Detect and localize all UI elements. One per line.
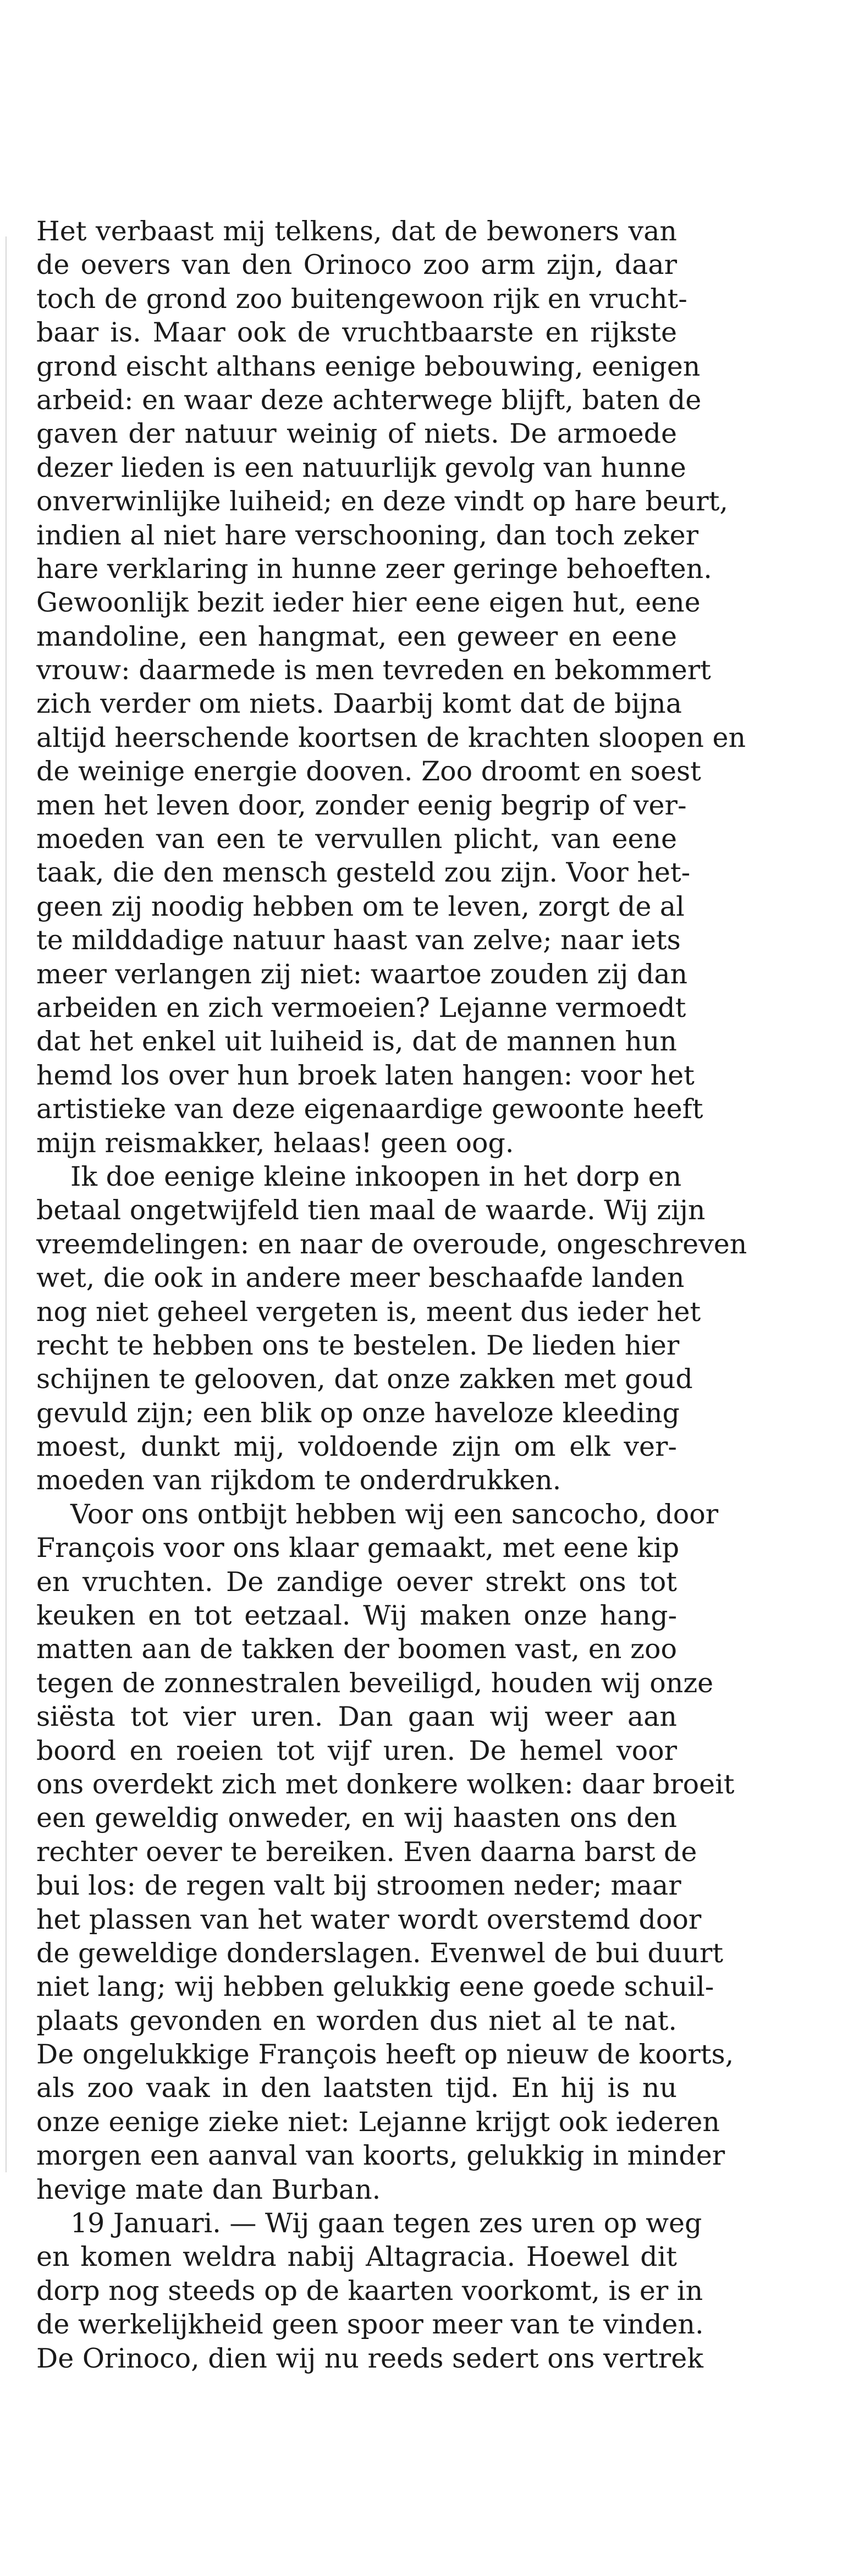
text-line: recht te hebben ons te bestelen. De lieden hier [36, 1329, 680, 1361]
text-line: geen zij noodig hebben om te leven, zorgt de al [36, 890, 685, 922]
text-line: moest, dunkt mij, voldoende zijn om elk ver- [36, 1431, 677, 1463]
text-line: de oevers van den Orinoco zoo arm zijn, daar [36, 249, 677, 281]
text-line: grond eischt althans eenige bebouwing, eenigen [36, 350, 701, 382]
text-line: tegen de zonnestralen beveiligd, houden wij onze [36, 1667, 714, 1699]
text-line: de weinige energie dooven. Zoo droomt en soest [36, 756, 701, 788]
text-line: onverwinlijke luiheid; en deze vindt op hare beurt, [36, 486, 728, 518]
text-line: betaal ongetwijfeld tien maal de waarde. Wij zijn [36, 1195, 706, 1226]
text-line: matten aan de takken der boomen vast, en zoo [36, 1633, 677, 1665]
text-line: boord en roeien tot vijf uren. De hemel voor [36, 1735, 677, 1766]
text-line: moeden van een te vervullen plicht, van eene [36, 823, 677, 855]
text-line: Ik doe eenige kleine inkoopen in het dorp en [70, 1160, 682, 1192]
text-line: bui los: de regen valt bij stroomen neder; maar [36, 1870, 681, 1902]
text-line: altijd heerschende koortsen de krachten sloopen en [36, 722, 746, 753]
text-line: ons overdekt zich met donkere wolken: daar broeit [36, 1768, 735, 1800]
text-line: onze eenige zieke niet: Lejanne krijgt ook iederen [36, 2106, 720, 2138]
text-line: men het leven door, zonder eenig begrip of ver- [36, 789, 687, 821]
text-line: vrouw: daarmede is men tevreden en bekommert [36, 654, 711, 686]
text-line: gevuld zijn; een blik op onze haveloze kleeding [36, 1397, 680, 1429]
text-line: een geweldig onweder, en wij haasten ons den [36, 1802, 677, 1834]
text-line: Voor ons ontbijt hebben wij een sancocho, door [70, 1498, 719, 1530]
text-line: mijn reismakker, helaas! geen oog. [36, 1127, 514, 1159]
text-line: zich verder om niets. Daarbij komt dat de bijna [36, 688, 682, 720]
text-line: en komen weldra nabij Altagracia. Hoewel dit [36, 2241, 677, 2273]
paragraph [36, 2206, 704, 2375]
text-line: vreemdelingen: en naar de overoude, ongeschreven [36, 1228, 747, 1260]
text-line: 19 Januari. — Wij gaan tegen zes uren op weg [70, 2208, 702, 2239]
text-line: de geweldige donderslagen. Evenwel de bui duurt [36, 1937, 724, 1969]
text-line: indien al niet hare verschooning, dan toch zeker [36, 519, 699, 551]
text-line: François voor ons klaar gemaakt, met eene kip [36, 1532, 680, 1564]
text-line: baar is. Maar ook de vruchtbaarste en rijkste [36, 317, 677, 349]
text-line: toch de grond zoo buitengewoon rijk en vrucht- [36, 283, 687, 315]
text-line: nog niet geheel vergeten is, meent dus ieder het [36, 1296, 701, 1328]
text-line: te milddadige natuur haast van zelve; naar iets [36, 924, 681, 956]
text-line: dat het enkel uit luiheid is, dat de mannen hun [36, 1026, 677, 1058]
text-line: moeden van rijkdom te onderdrukken. [36, 1465, 561, 1496]
text-line: meer verlangen zij niet: waartoe zouden zij dan [36, 958, 688, 990]
text-line: De ongelukkige François heeft op nieuw de koorts, [36, 2039, 734, 2071]
paragraph [36, 1160, 747, 1498]
text-line: en vruchten. De zandige oever strekt ons tot [36, 1566, 677, 1598]
text-line: arbeiden en zich vermoeien? Lejanne vermoedt [36, 992, 686, 1023]
text-line: rechter oever te bereiken. Even daarna barst de [36, 1836, 697, 1868]
text-line: siësta tot vier uren. Dan gaan wij weer aan [36, 1701, 677, 1733]
text-line: hare verklaring in hunne zeer geringe behoeften. [36, 553, 712, 585]
text-line: schijnen te gelooven, dat onze zakken met goud [36, 1363, 693, 1395]
text-line: keuken en tot eetzaal. Wij maken onze hang- [36, 1600, 677, 1632]
text-line: De Orinoco, dien wij nu reeds sedert ons vertrek [36, 2342, 703, 2374]
text-line: taak, die den mensch gesteld zou zijn. Voor het- [36, 857, 691, 889]
text-line: dezer lieden is een natuurlijk gevolg van hunne [36, 452, 686, 483]
text-line: hemd los over hun broek laten hangen: voor het [36, 1059, 695, 1091]
text-line: mandoline, een hangmat, een geweer en eene [36, 620, 677, 652]
text-line: plaats gevonden en worden dus niet al te nat. [36, 2005, 677, 2036]
text-line: wet, die ook in andere meer beschaafde landen [36, 1262, 685, 1294]
text-line: Het verbaast mij telkens, dat de bewoners van [36, 216, 677, 247]
text-line: niet lang; wij hebben gelukkig eene goede schuil- [36, 1971, 714, 2003]
body-text [36, 214, 747, 2375]
text-line: gaven der natuur weinig of niets. De armoede [36, 418, 677, 450]
text-line: artistieke van deze eigenaardige gewoonte heeft [36, 1093, 703, 1125]
text-line: morgen een aanval van koorts, gelukkig in minder [36, 2140, 725, 2172]
page-margin-line [5, 236, 7, 2172]
paragraph [36, 1498, 735, 2206]
paragraph [36, 214, 746, 1160]
text-line: als zoo vaak in den laatsten tijd. En hij is nu [36, 2072, 677, 2104]
text-line: de werkelijkheid geen spoor meer van te vinden. [36, 2309, 704, 2341]
text-line: dorp nog steeds op de kaarten voorkomt, is er in [36, 2275, 703, 2307]
text-line: hevige mate dan Burban. [36, 2173, 381, 2205]
text-line: Gewoonlijk bezit ieder hier eene eigen hut, eene [36, 587, 701, 619]
text-line: arbeid: en waar deze achterwege blijft, baten de [36, 384, 702, 416]
text-line: het plassen van het water wordt overstemd door [36, 1903, 702, 1935]
